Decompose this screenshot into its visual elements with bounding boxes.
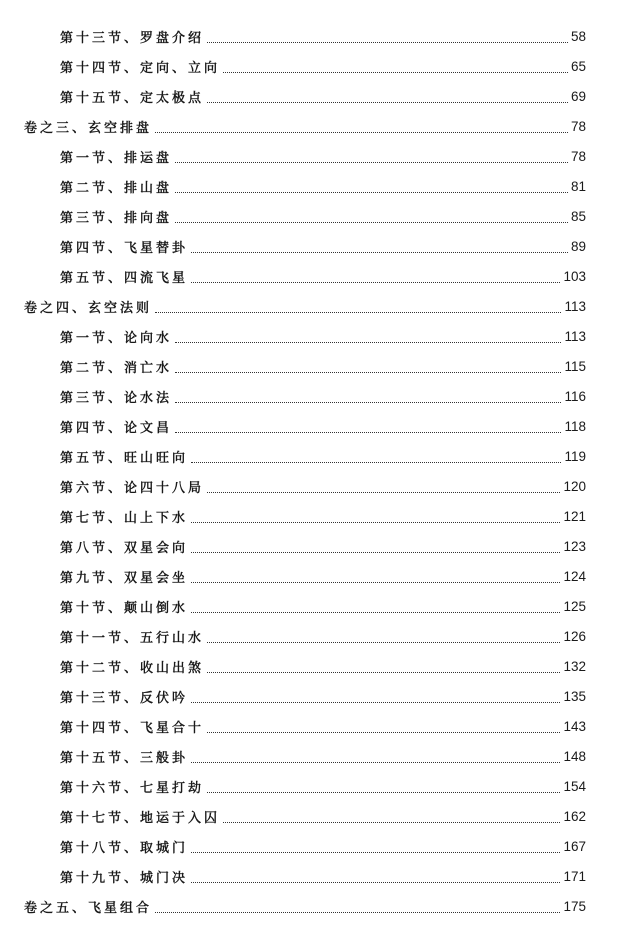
toc-section-entry[interactable] xyxy=(0,231,626,261)
toc-section-entry[interactable] xyxy=(0,651,626,681)
dot-leader xyxy=(191,611,560,613)
toc-page-number: 171 xyxy=(563,868,586,884)
toc-page-number: 58 xyxy=(570,28,586,44)
toc-entry-title: 卷之四、玄空法则 xyxy=(24,300,153,316)
dot-leader xyxy=(207,101,568,103)
toc-section-entry[interactable] xyxy=(0,51,626,81)
toc-entry-title: 第五节、旺山旺向 xyxy=(60,450,189,466)
table-of-contents xyxy=(0,21,626,921)
toc-section-entry[interactable] xyxy=(0,471,626,501)
toc-page-number: 116 xyxy=(564,388,586,404)
toc-section-entry[interactable] xyxy=(0,321,626,351)
toc-page-number: 124 xyxy=(563,568,586,584)
toc-section-entry[interactable] xyxy=(0,621,626,651)
toc-section-entry[interactable] xyxy=(0,711,626,741)
toc-section-entry[interactable] xyxy=(0,81,626,111)
toc-entry-title: 卷之三、玄空排盘 xyxy=(24,120,153,136)
toc-page-number: 148 xyxy=(563,748,586,764)
dot-leader xyxy=(155,131,568,133)
toc-entry-title: 第十八节、取城门 xyxy=(60,840,189,856)
toc-entry-title: 第九节、双星会坐 xyxy=(60,570,189,586)
dot-leader xyxy=(207,491,560,493)
toc-entry-title: 第十三节、罗盘介绍 xyxy=(60,30,205,46)
toc-entry-title: 第六节、论四十八局 xyxy=(60,480,205,496)
toc-section-entry[interactable] xyxy=(0,501,626,531)
dot-leader xyxy=(191,881,560,883)
dot-leader xyxy=(191,851,560,853)
dot-leader xyxy=(191,281,560,283)
toc-entry-title: 第十四节、飞星合十 xyxy=(60,720,205,736)
toc-section-entry[interactable] xyxy=(0,591,626,621)
toc-entry-title: 卷之五、飞星组合 xyxy=(24,900,153,916)
toc-page-number: 143 xyxy=(563,718,586,734)
toc-entry-title: 第七节、山上下水 xyxy=(60,510,189,526)
toc-entry-title: 第三节、论水法 xyxy=(60,390,173,406)
dot-leader xyxy=(175,341,561,343)
toc-section-entry[interactable] xyxy=(0,141,626,171)
dot-leader xyxy=(175,191,568,193)
toc-section-entry[interactable] xyxy=(0,531,626,561)
toc-page-number: 135 xyxy=(563,688,586,704)
toc-entry-title: 第二节、消亡水 xyxy=(60,360,173,376)
dot-leader xyxy=(223,821,560,823)
toc-page-number: 65 xyxy=(570,58,586,74)
toc-entry-title: 第一节、论向水 xyxy=(60,330,173,346)
toc-entry-title: 第十四节、定向、立向 xyxy=(60,60,221,76)
toc-entry-title: 第十七节、地运于入囚 xyxy=(60,810,221,826)
toc-entry-title: 第十六节、七星打劫 xyxy=(60,780,205,796)
toc-entry-title: 第二节、排山盘 xyxy=(60,180,173,196)
dot-leader xyxy=(191,251,568,253)
toc-page-number: 78 xyxy=(570,148,586,164)
toc-chapter-entry[interactable] xyxy=(0,891,626,921)
toc-section-entry[interactable] xyxy=(0,351,626,381)
toc-page-number: 126 xyxy=(563,628,586,644)
toc-section-entry[interactable] xyxy=(0,411,626,441)
dot-leader xyxy=(175,401,561,403)
dot-leader xyxy=(191,581,560,583)
dot-leader xyxy=(175,221,568,223)
toc-page-number: 167 xyxy=(563,838,586,854)
dot-leader xyxy=(175,161,568,163)
toc-entry-title: 第一节、排运盘 xyxy=(60,150,173,166)
dot-leader xyxy=(175,431,561,433)
toc-section-entry[interactable] xyxy=(0,381,626,411)
toc-entry-title: 第十二节、收山出煞 xyxy=(60,660,205,676)
toc-page-number: 89 xyxy=(570,238,586,254)
toc-page-number: 125 xyxy=(563,598,586,614)
toc-section-entry[interactable] xyxy=(0,741,626,771)
toc-page-number: 115 xyxy=(564,358,586,374)
dot-leader xyxy=(155,311,561,313)
dot-leader xyxy=(207,731,560,733)
toc-page-number: 123 xyxy=(563,538,586,554)
dot-leader xyxy=(191,761,560,763)
toc-section-entry[interactable] xyxy=(0,831,626,861)
toc-entry-title: 第十九节、城门决 xyxy=(60,870,189,886)
toc-page-number: 121 xyxy=(563,508,586,524)
toc-section-entry[interactable] xyxy=(0,771,626,801)
toc-page-number: 113 xyxy=(564,328,586,344)
toc-entry-title: 第八节、双星会向 xyxy=(60,540,189,556)
dot-leader xyxy=(191,521,560,523)
toc-entry-title: 第十五节、三般卦 xyxy=(60,750,189,766)
toc-section-entry[interactable] xyxy=(0,21,626,51)
dot-leader xyxy=(223,71,568,73)
dot-leader xyxy=(191,551,560,553)
toc-section-entry[interactable] xyxy=(0,171,626,201)
toc-section-entry[interactable] xyxy=(0,201,626,231)
toc-page-number: 85 xyxy=(570,208,586,224)
toc-page-number: 81 xyxy=(570,178,586,194)
dot-leader xyxy=(191,701,560,703)
toc-entry-title: 第十一节、五行山水 xyxy=(60,630,205,646)
toc-page-number: 78 xyxy=(570,118,586,134)
toc-section-entry[interactable] xyxy=(0,261,626,291)
toc-page-number: 132 xyxy=(563,658,586,674)
toc-entry-title: 第十三节、反伏吟 xyxy=(60,690,189,706)
toc-section-entry[interactable] xyxy=(0,681,626,711)
toc-page-number: 175 xyxy=(563,898,586,914)
dot-leader xyxy=(207,791,560,793)
toc-page-number: 113 xyxy=(564,298,586,314)
toc-entry-title: 第四节、飞星替卦 xyxy=(60,240,189,256)
toc-page-number: 154 xyxy=(563,778,586,794)
toc-section-entry[interactable] xyxy=(0,861,626,891)
dot-leader xyxy=(155,911,560,913)
dot-leader xyxy=(175,371,561,373)
toc-chapter-entry[interactable] xyxy=(0,291,626,321)
dot-leader xyxy=(207,671,560,673)
toc-page-number: 69 xyxy=(570,88,586,104)
toc-chapter-entry[interactable] xyxy=(0,111,626,141)
dot-leader xyxy=(191,461,561,463)
dot-leader xyxy=(207,41,568,43)
toc-entry-title: 第十节、颠山倒水 xyxy=(60,600,189,616)
toc-entry-title: 第三节、排向盘 xyxy=(60,210,173,226)
toc-section-entry[interactable] xyxy=(0,801,626,831)
toc-page-number: 103 xyxy=(563,268,586,284)
toc-page-number: 120 xyxy=(563,478,586,494)
toc-entry-title: 第五节、四流飞星 xyxy=(60,270,189,286)
toc-page-number: 162 xyxy=(563,808,586,824)
toc-page-number: 118 xyxy=(564,418,586,434)
toc-section-entry[interactable] xyxy=(0,441,626,471)
toc-page-number: 119 xyxy=(564,448,586,464)
toc-section-entry[interactable] xyxy=(0,561,626,591)
toc-entry-title: 第十五节、定太极点 xyxy=(60,90,205,106)
dot-leader xyxy=(207,641,560,643)
toc-entry-title: 第四节、论文昌 xyxy=(60,420,173,436)
